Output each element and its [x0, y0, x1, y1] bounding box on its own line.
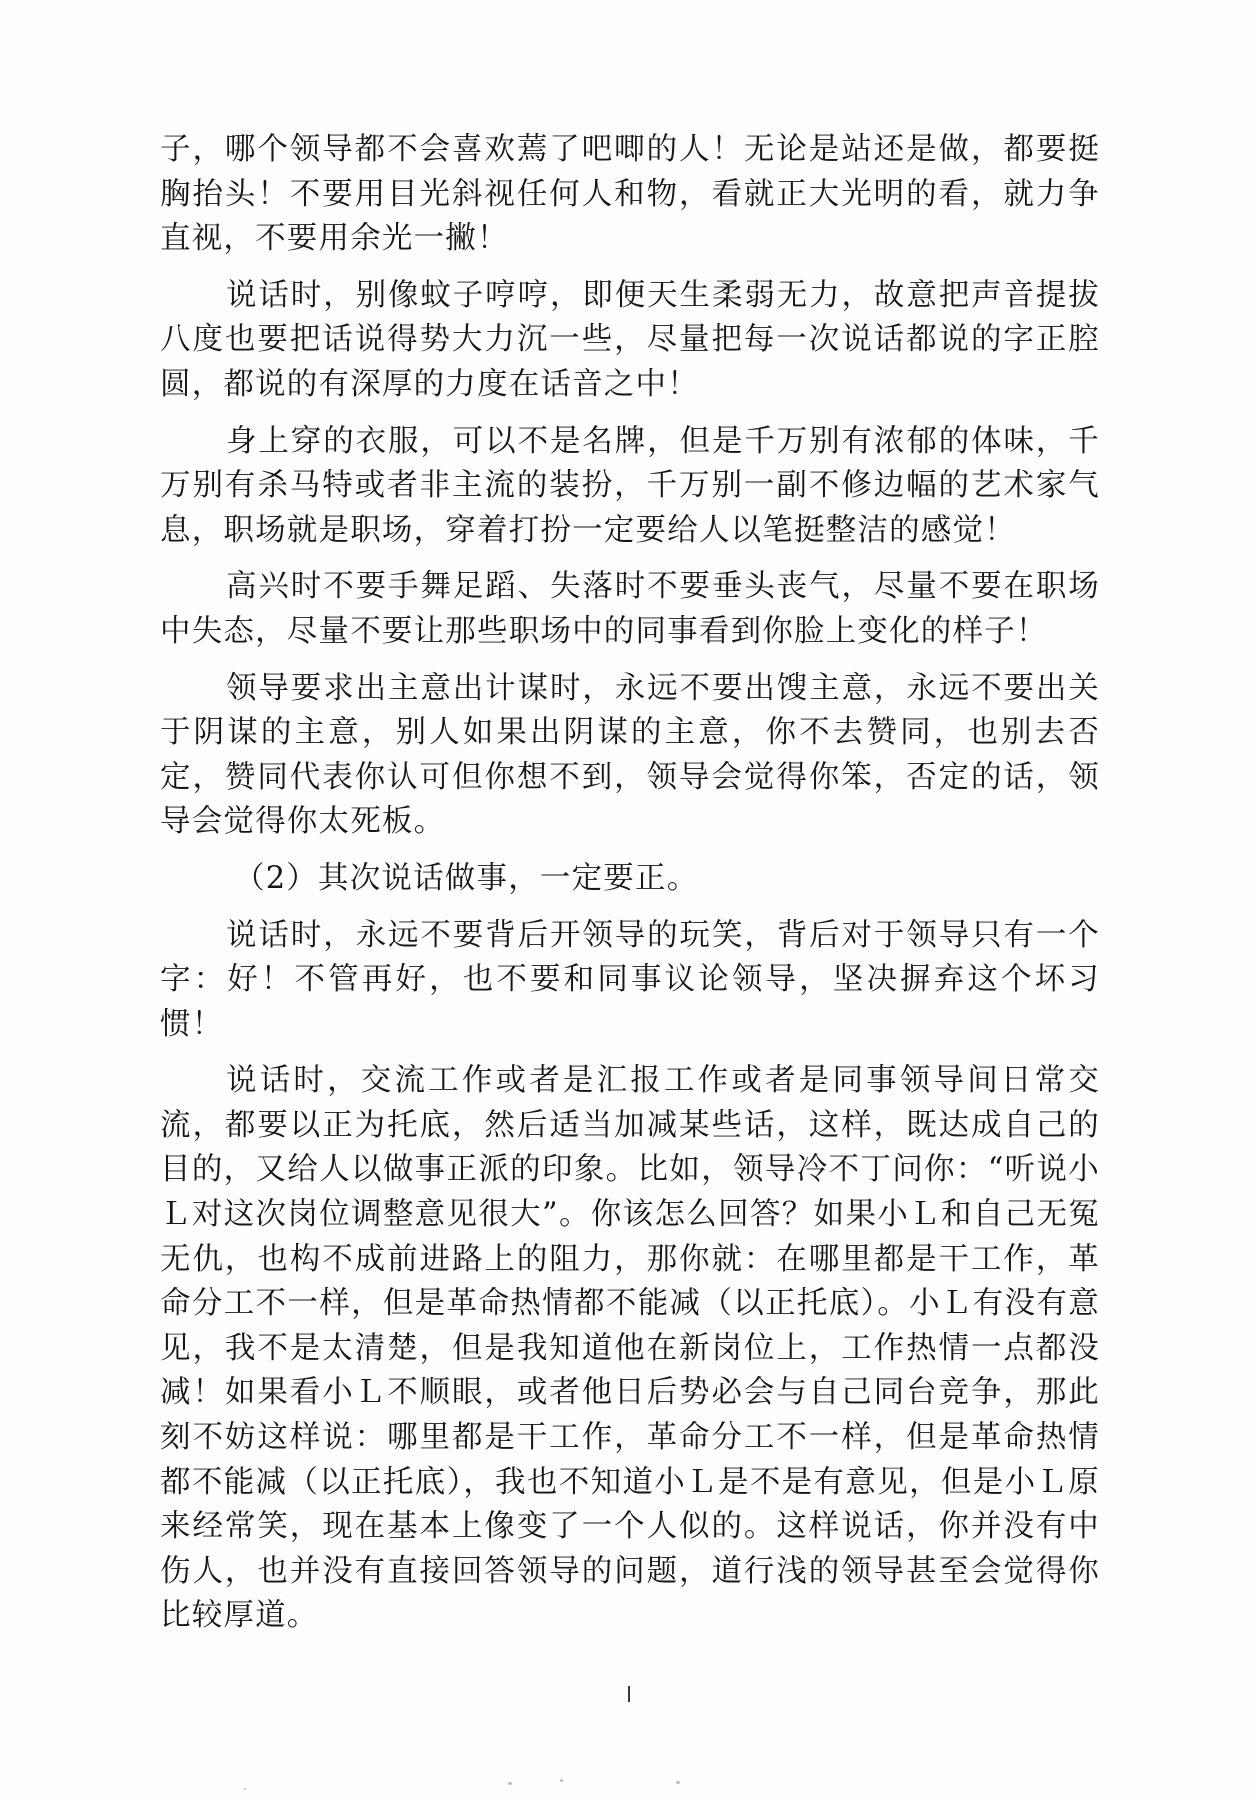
scan-speck: [508, 1782, 512, 1785]
scan-speck: [676, 1781, 680, 1784]
paragraph-composure: 高兴时不要手舞足蹈、失落时不要垂头丧气，尽量不要在职场中失态，尽量不要让那些职场中的同事看到你脸上变化的样子！: [160, 569, 1100, 649]
paragraph-posture: 子，哪个领导都不会喜欢蔫了吧唧的人！无论是站还是做，都要挺胸抬头！不要用目光斜视任何人和物，看就正大光明的看，就力争直视，不要用余光一撇！: [160, 132, 1100, 257]
section-heading: （2）其次说话做事，一定要正。: [234, 860, 699, 896]
paragraph-clothing: 身上穿的衣服，可以不是名牌，但是千万别有浓郁的体味，千万别有杀马特或者非主流的装扮，千万别一副不修边幅的艺术家气息，职场就是职场，穿着打扮一定要给人以笔挺整洁的感觉！: [160, 423, 1100, 548]
scan-speck: [244, 1788, 246, 1790]
paragraph-advice-ideas: 领导要求出主意出计谋时，永远不要出馊主意，永远不要出关于阴谋的主意，别人如果出阴谋的主意，你不去赞同，也别去否定，赞同代表你认可但你想不到，领导会觉得你笨，否定的话，领导会觉得你太死板。: [160, 670, 1100, 840]
paragraph-no-jokes: 说话时，永远不要背后开领导的玩笑，背后对于领导只有一个字：好！不管再好，也不要和同事议论领导，坚决摒弃这个坏习惯！: [160, 917, 1100, 1042]
paragraph-example: 说话时，交流工作或者是汇报工作或者是同事领导间日常交流，都要以正为托底，然后适当加减某些话，这样，既达成自己的目的，又给人以做事正派的印象。比如，领导冷不丁问你：“听说小Ｌ对这次岗位调整意见很大”。你该怎么回答？如果小Ｌ和自己无冤无仇，也构不成前进路上的阻力，那你就：在哪里都是干工作，革命分工不一样，但是革命热情都不能减（以正托底）。小Ｌ有没有意见，我不是太清楚，但是我知道他在新岗位上，工作热情一点都没减！如果看小Ｌ不顺眼，或者他日后势必会与自己同台竞争，那此刻不妨这样说：哪里都是干工作，革命分工不一样，但是革命热情都不能减（以正托底），我也不知道小Ｌ是不是有意见，但是小Ｌ原来经常笑，现在基本上像变了一个人似的。这样说话，你并没有中伤人，也并没有直接回答领导的问题，道行浅的领导甚至会觉得你比较厚道。: [160, 1063, 1100, 1634]
scan-speck: [560, 1779, 563, 1782]
paragraph-speaking-voice: 说话时，别像蚊子哼哼，即便天生柔弱无力，故意把声音提拔八度也要把话说得势大力沉一些，尽量把每一次说话都说的字正腔圆，都说的有深厚的力度在话音之中！: [160, 277, 1100, 402]
document-page: [160, 128, 1100, 1651]
page-mark: [628, 1686, 630, 1702]
